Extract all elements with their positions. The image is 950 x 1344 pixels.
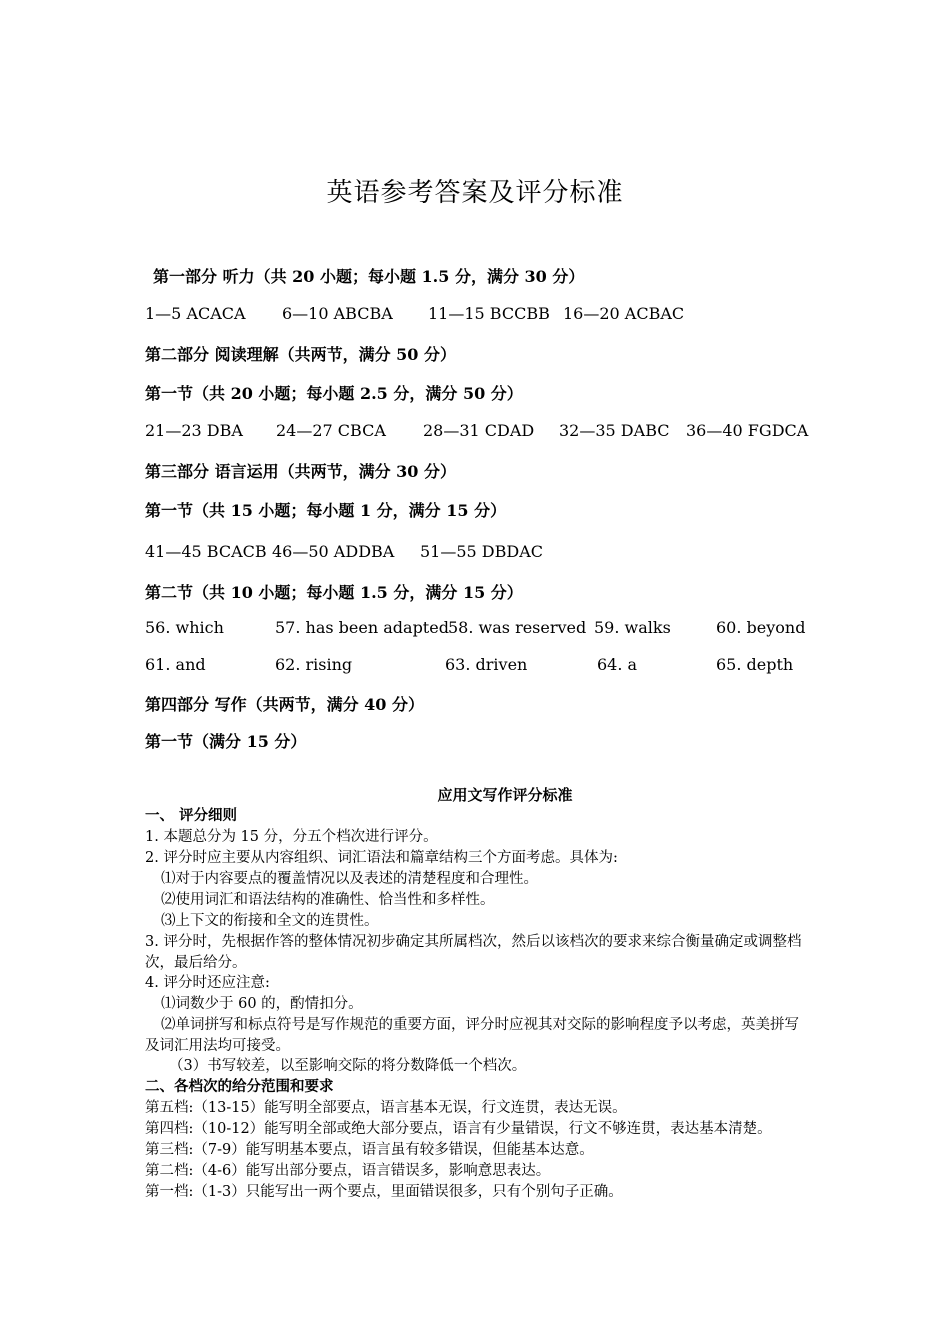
answer-group: 24—27 CBCA	[276, 421, 386, 440]
part3-section2-heading: 第二节（共 10 小题；每小题 1.5 分，满分 15 分）	[145, 583, 523, 602]
answer-group: 32—35 DABC	[559, 421, 670, 440]
rubric-section2-heading: 二、各档次的给分范围和要求	[145, 1078, 334, 1095]
rubric-subitem: ⑴词数少于 60 的，酌情扣分。	[161, 996, 363, 1012]
answer-group: 28—31 CDAD	[423, 421, 535, 440]
answer-group: 6—10 ABCBA	[282, 304, 393, 323]
rubric-level: 第二档:（4-6）能写出部分要点，语言错误多，影响意思表达。	[145, 1163, 551, 1179]
rubric-subitem: ⑴对于内容要点的覆盖情况以及表述的清楚程度和合理性。	[161, 871, 538, 887]
answer-item: 64. a	[597, 655, 638, 674]
part4-heading: 第四部分 写作（共两节，满分 40 分）	[145, 695, 424, 714]
answer-item: 58. was reserved	[448, 618, 587, 637]
part4-section1-heading: 第一节（满分 15 分）	[145, 732, 307, 751]
part3-section1-heading: 第一节（共 15 小题；每小题 1 分，满分 15 分）	[145, 501, 507, 520]
answer-group: 11—15 BCCBB	[428, 304, 550, 323]
rubric-item: 2. 评分时应主要从内容组织、词汇语法和篇章结构三个方面考虑。具体为:	[145, 850, 618, 866]
rubric-item: 4. 评分时还应注意:	[145, 975, 270, 991]
page-title: 英语参考答案及评分标准	[326, 178, 624, 208]
part2-heading: 第二部分 阅读理解（共两节，满分 50 分）	[145, 345, 456, 364]
rubric-level: 第四档:（10-12）能写明全部或绝大部分要点，语言有少量错误，行文不够连贯，表达基本清楚。	[145, 1121, 772, 1137]
answer-item: 59. walks	[594, 618, 671, 637]
answer-item: 57. has been adapted	[275, 618, 449, 637]
rubric-title: 应用文写作评分标准	[437, 786, 573, 804]
rubric-subitem: （3）书写较差，以至影响交际的将分数降低一个档次。	[169, 1058, 527, 1074]
answer-group: 51—55 DBDAC	[420, 542, 544, 561]
answer-group: 41—45 BCACB	[145, 542, 267, 561]
answer-item: 62. rising	[275, 655, 353, 674]
part2-section1-heading: 第一节（共 20 小题；每小题 2.5 分，满分 50 分）	[145, 384, 523, 403]
rubric-level: 第五档:（13-15）能写明全部要点，语言基本无误，行文连贯，表达无误。	[145, 1100, 627, 1116]
rubric-item: 1. 本题总分为 15 分，分五个档次进行评分。	[145, 829, 438, 845]
answer-item: 63. driven	[445, 655, 528, 674]
rubric-subitem: ⑵使用词汇和语法结构的准确性、恰当性和多样性。	[161, 892, 495, 908]
answer-group: 46—50 ADDBA	[272, 542, 395, 561]
part1-heading: 第一部分 听力（共 20 小题；每小题 1.5 分，满分 30 分）	[153, 267, 585, 286]
rubric-subitem: ⑵单词拼写和标点符号是写作规范的重要方面，评分时应视其对交际的影响程度予以考虑，英美拼写及词汇用法均可接受。	[145, 1017, 799, 1054]
rubric-item: 3. 评分时，先根据作答的整体情况初步确定其所属档次，然后以该档次的要求来综合衡量确定或调整档次，最后给分。	[145, 934, 802, 971]
answer-item: 65. depth	[716, 655, 794, 674]
rubric-level: 第一档:（1-3）只能写出一两个要点，里面错误很多，只有个别句子正确。	[145, 1184, 623, 1200]
rubric-section1-heading: 一、 评分细则	[145, 807, 238, 824]
answer-group: 16—20 ACBAC	[563, 304, 685, 323]
part3-heading: 第三部分 语言运用（共两节，满分 30 分）	[145, 462, 456, 481]
rubric-level: 第三档:（7-9）能写明基本要点，语言虽有较多错误，但能基本达意。	[145, 1142, 594, 1158]
answer-group: 1—5 ACACA	[145, 304, 246, 323]
answer-item: 60. beyond	[716, 618, 806, 637]
rubric-subitem: ⑶上下文的衔接和全文的连贯性。	[161, 913, 379, 929]
answer-group: 36—40 FGDCA	[686, 421, 809, 440]
answer-item: 56. which	[145, 618, 224, 637]
answer-group: 21—23 DBA	[145, 421, 243, 440]
answer-item: 61. and	[145, 655, 206, 674]
